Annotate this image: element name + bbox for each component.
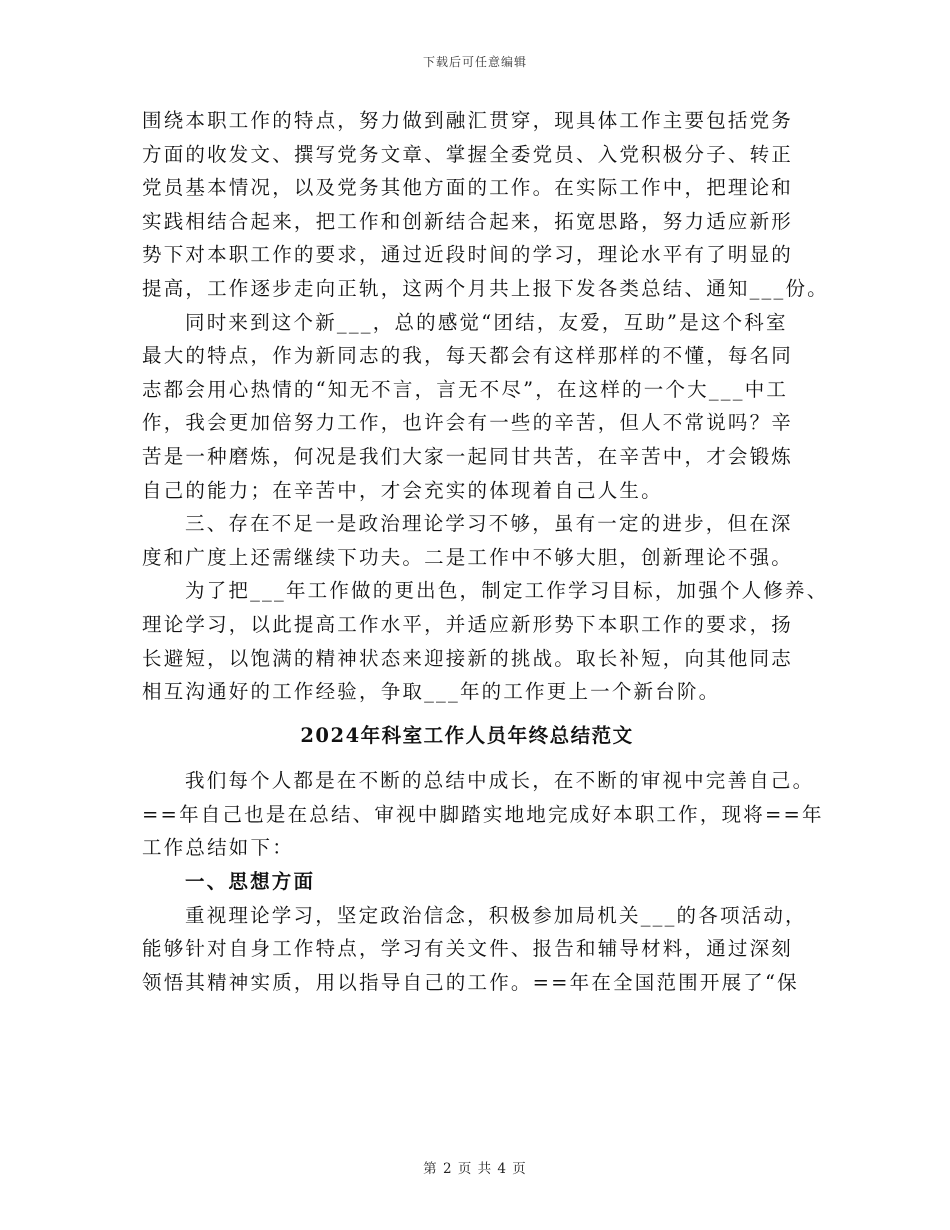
section-body xyxy=(142,899,832,1000)
text-line: 领悟其精神实质，用以指导自己的工作。==年在全国范围开展了“保 xyxy=(142,970,799,994)
text-line: 自己的能力；在辛苦中，才会充实的体现着自己人生。 xyxy=(142,478,663,502)
text-line: 志都会用心热情的“知无不言，言无不尽”，在这样的一个大___中工 xyxy=(142,377,789,401)
section-heading: 一、思想方面 xyxy=(185,870,316,894)
text-line: 作，我会更加倍努力工作，也许会有一些的辛苦，但人不常说吗？辛 xyxy=(142,411,794,435)
paragraph-3 xyxy=(142,507,832,574)
article-intro xyxy=(142,764,832,865)
text-line: 能够针对自身工作特点，学习有关文件、报告和辅导材料，通过深刻 xyxy=(142,937,794,961)
text-line: 理论学习，以此提高工作水平，并适应新形势下本职工作的要求，扬 xyxy=(142,612,794,636)
text-line: 长避短，以饱满的精神状态来迎接新的挑战。取长补短，向其他同志 xyxy=(142,646,794,670)
text-line: 三、存在不足一是政治理论学习不够，虽有一定的进步，但在深 xyxy=(185,512,793,536)
text-line: 势下对本职工作的要求，通过近段时间的学习，理论水平有了明显的 xyxy=(142,243,794,267)
header-note: 下载后可任意编辑 xyxy=(422,55,527,69)
paragraph-4 xyxy=(142,574,832,708)
text-line: 度和广度上还需继续下功夫。二是工作中不够大胆，创新理论不强。 xyxy=(142,545,794,569)
article-title: 2024年科室工作人员年终总结范文 xyxy=(300,723,634,747)
text-line: 相互沟通好的工作经验，争取___年的工作更上一个新台阶。 xyxy=(142,680,721,704)
text-line: 最大的特点，作为新同志的我，每天都会有这样那样的不懂，每名同 xyxy=(142,344,794,368)
text-line: 提高，工作逐步走向正轨，这两个月共上报下发各类总结、通知___份。 xyxy=(142,276,829,300)
text-line: 重视理论学习，坚定政治信念，积极参加局机关___的各项活动， xyxy=(185,903,807,927)
paragraph-1 xyxy=(142,104,832,306)
text-line: 同时来到这个新___，总的感觉“团结，友爱，互助”是这个科室 xyxy=(185,310,788,334)
text-line: 实践相结合起来，把工作和创新结合起来，拓宽思路，努力适应新形 xyxy=(142,209,794,233)
text-line: 苦是一种磨炼，何况是我们大家一起同甘共苦，在辛苦中，才会锻炼 xyxy=(142,444,794,468)
text-line: 我们每个人都是在不断的总结中成长，在不断的审视中完善自己。 xyxy=(185,769,815,793)
text-line: ==年自己也是在总结、审视中脚踏实地地完成好本职工作，现将==年 xyxy=(142,802,824,826)
text-line: 方面的收发文、撰写党务文章、掌握全委党员、入党积极分子、转正 xyxy=(142,142,794,166)
text-line: 党员基本情况，以及党务其他方面的工作。在实际工作中，把理论和 xyxy=(142,176,794,200)
text-line: 为了把___年工作做的更出色，制定工作学习目标，加强个人修养、 xyxy=(185,579,829,603)
paragraph-2 xyxy=(142,306,832,508)
text-line: 围绕本职工作的特点，努力做到融汇贯穿，现具体工作主要包括党务 xyxy=(142,109,794,132)
document-body xyxy=(142,104,832,999)
page-number: 第 2 页 共 4 页 xyxy=(423,1161,527,1177)
text-line: 工作总结如下： xyxy=(142,836,294,860)
